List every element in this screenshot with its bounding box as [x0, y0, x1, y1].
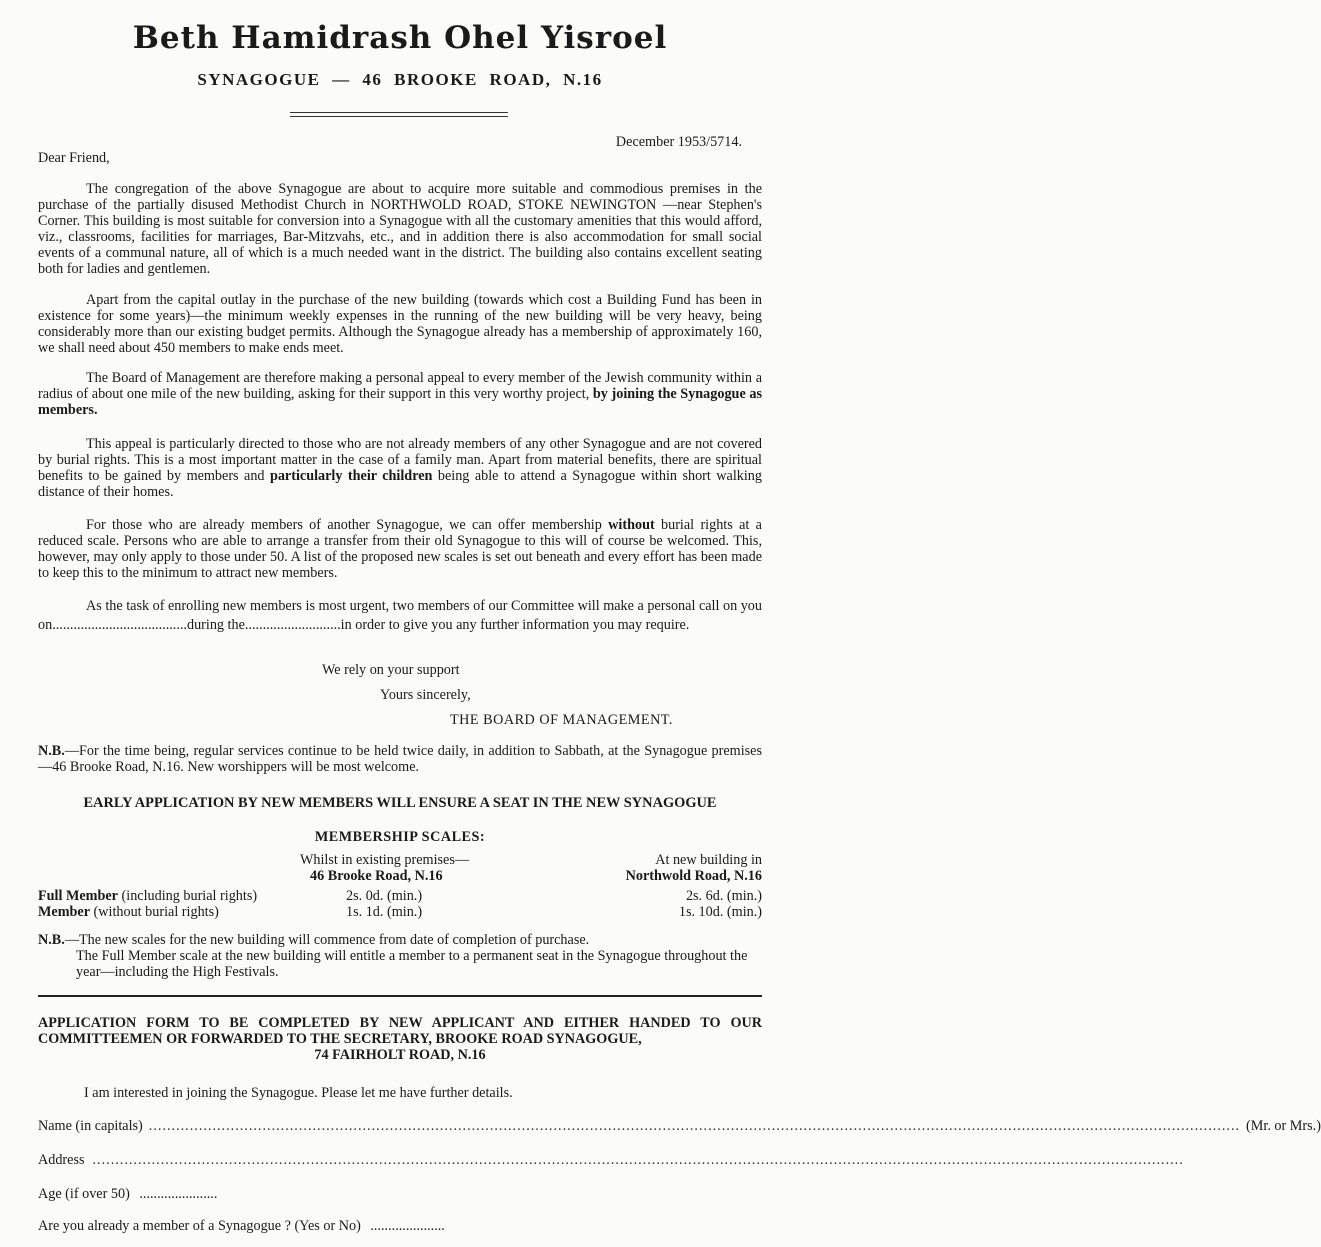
name-field-row [38, 1118, 1321, 1134]
paragraph-2-text: Apart from the capital outlay in the purchase of the new building (towards which cost a Building Fund has been in existence for some years)—the minimum weekly expenses in the running of the new building will be very heavy, being considerably more than our existing budget permits. Although the Synagogue already has a membership of approximately 160, we shall need about 450 members to make ends meet. [38, 292, 762, 356]
existing-premises-address: 46 Brooke Road, N.16 [310, 868, 443, 884]
age-field[interactable]: ...................... [139, 1186, 218, 1202]
synagogue-title: Beth Hamidrash Ohel Yisroel [132, 20, 668, 56]
paragraph-1 [38, 181, 762, 277]
salutation: Dear Friend, [38, 150, 110, 166]
paragraph-5-emphasis: without [608, 517, 655, 533]
rely-line: We rely on your support [322, 662, 460, 678]
address-field[interactable]: ................................................................................................................................................................................................................................................ [92, 1152, 1184, 1168]
paragraph-5 [38, 517, 762, 581]
visit-date-blank[interactable]: ...................................... [52, 617, 187, 633]
synagogue-address: SYNAGOGUE — 46 BROOKE ROAD, N.16 [197, 70, 603, 89]
nb-scales-label: N.B. [38, 932, 65, 948]
paragraph-5-text-c: burial rights at a reduced scale. Persons who are able to arrange a transfer from their old Synagogue to this will of course be welcomed. This, however, may only apply to those under 50. A list of the proposed new scales is set out beneath and every effort has been made to keep this to the minimum to attract new members. [38, 517, 762, 581]
yours-sincerely: Yours sincerely, [380, 687, 471, 703]
paragraph-5-text-a: For those who are already members of another Synagogue, we can offer membership [86, 517, 609, 533]
paragraph-6-text-b: during the [186, 617, 245, 633]
nb-services-text: —For the time being, regular services continue to be held twice daily, in addition to Sabbath, at the Synagogue premises—46 Brooke Road, N.16. New worshippers will be most welcome. [38, 743, 762, 775]
paragraph-3 [38, 370, 762, 418]
application-form-heading: APPLICATION FORM TO BE COMPLETED BY NEW APPLICANT AND EITHER HANDED TO OUR COMMITTEEMEN OR FORWARDED TO THE SECRETARY, BROOKE ROAD SYNAGOGUE, [38, 1015, 762, 1047]
membership-scales-table [38, 852, 762, 920]
existing-premises-heading: Whilst in existing premises— [300, 852, 470, 868]
scales-header-row-2 [38, 868, 762, 884]
paragraph-4-text-c: being able to attend a Synagogue within short walking distance of their homes. [38, 468, 762, 500]
paragraph-4-emphasis: particularly their children [269, 468, 433, 484]
member-label: Member [38, 904, 90, 920]
paragraph-2 [38, 292, 762, 356]
full-member-note: (including burial rights) [117, 888, 258, 904]
letter-date: December 1953/5714. [615, 134, 742, 150]
nb-scales-line-1 [38, 932, 762, 948]
name-field[interactable]: ................................................................................................................................................................................................................................................ [148, 1118, 1241, 1134]
new-building-heading: At new building in [655, 852, 762, 868]
paragraph-4-text-a: This appeal is particularly directed to those who are not already members of any other Synagogue and are not covered by burial rights. This is a most important matter in the case of a family man. Apart from material benefits, there are spiritual benefits to be gained by members and [38, 436, 762, 484]
nb-scales [38, 932, 762, 980]
paragraph-4 [38, 436, 762, 500]
scales-header-row-1 [38, 852, 762, 868]
full-member-label-cell [38, 888, 257, 904]
member-existing-rate: 1s. 1d. (min.) [346, 904, 423, 920]
full-member-new-rate: 2s. 6d. (min.) [685, 888, 762, 904]
full-member-existing-rate: 2s. 0d. (min.) [346, 888, 423, 904]
existing-membership-field[interactable]: ..................... [370, 1218, 445, 1234]
signoff: THE BOARD OF MANAGEMENT. [450, 712, 673, 728]
age-field-row [38, 1186, 217, 1202]
nb-scales-text-2: The Full Member scale at the new building will entitle a member to a permanent seat in the Synagogue throughout the year—including the High Festivals. [76, 948, 748, 980]
full-member-label: Full Member [38, 888, 118, 904]
interest-statement: I am interested in joining the Synagogue. Please let me have further details. [84, 1085, 513, 1101]
name-field-label: Name (in capitals) [38, 1118, 143, 1134]
section-divider [38, 995, 762, 997]
member-new-rate: 1s. 10d. (min.) [678, 904, 762, 920]
paragraph-6 [38, 597, 762, 635]
name-title-suffix: (Mr. or Mrs.) [1246, 1118, 1321, 1134]
age-field-label: Age (if over 50) [38, 1186, 130, 1202]
existing-membership-row [38, 1218, 445, 1234]
paragraph-3-emphasis: by joining the Synagogue as members. [38, 386, 762, 418]
nb-services-label: N.B. [38, 743, 65, 759]
new-building-address: Northwold Road, N.16 [625, 868, 762, 884]
member-note: (without burial rights) [90, 904, 219, 920]
nb-services [38, 743, 762, 775]
existing-membership-question: Are you already a member of a Synagogue ? (Yes or No) [38, 1218, 361, 1234]
paragraph-3-text: The Board of Management are therefore making a personal appeal to every member of the Jewish community within a radius of about one mile of the new building, asking for their support in this very worthy project, [38, 370, 762, 402]
paragraph-6-text-a: As the task of enrolling new members is most urgent, two members of our Committee will make a personal call on you on [38, 598, 762, 633]
member-label-cell [38, 904, 219, 920]
early-application-banner: EARLY APPLICATION BY NEW MEMBERS WILL ENSURE A SEAT IN THE NEW SYNAGOGUE [83, 795, 717, 811]
address-field-row [38, 1152, 1184, 1168]
paragraph-1-text: The congregation of the above Synagogue are about to acquire more suitable and commodious premises in the purchase of the partially disused Methodist Church in NORTHWOLD ROAD, STOKE NEWINGTON —near Stephen's Corner. This building is most suitable for conversion into a Synagogue with all the customary amenities that this would afford, viz., classrooms, facilities for marriages, Bar-Mitzvahs, etc., and in addition there is also accommodation for small social events of a communal nature, all of which is a much needed want in the district. The building also contains excellent seating both for ladies and gentlemen. [38, 181, 762, 277]
visit-period-blank[interactable]: ........................... [244, 617, 341, 633]
scale-row-full-member [38, 888, 762, 904]
secretary-address: 74 FAIRHOLT ROAD, N.16 [314, 1047, 486, 1063]
paragraph-6-text-c: in order to give you any further information you may require. [340, 617, 690, 633]
scale-row-member [38, 904, 762, 920]
nb-scales-text-1: —The new scales for the new building will commence from date of completion of purchase. [64, 932, 590, 948]
header-double-rule [290, 112, 508, 117]
address-field-label: Address [38, 1152, 85, 1168]
membership-scales-heading: MEMBERSHIP SCALES: [314, 829, 486, 845]
